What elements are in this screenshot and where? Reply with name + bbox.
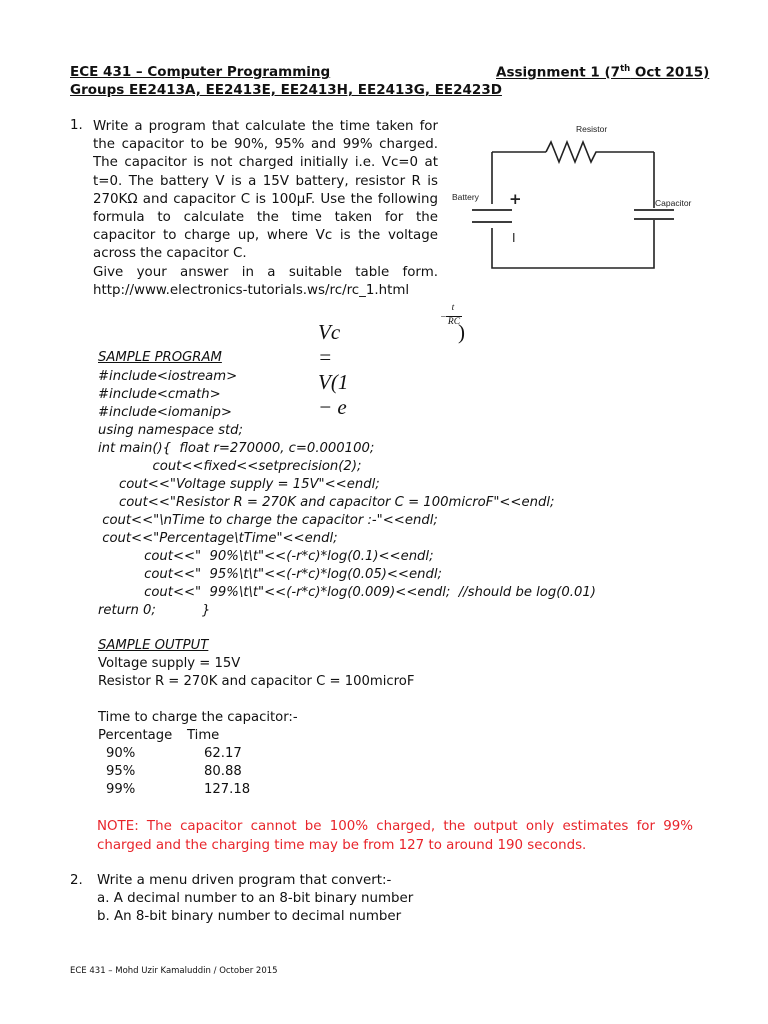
table-cell-time: 62.17 bbox=[204, 746, 242, 761]
table-header-percentage: Percentage bbox=[98, 728, 173, 743]
code-line: using namespace std; bbox=[98, 423, 243, 438]
q1-line: formula to calculate the time taken for the bbox=[93, 209, 438, 225]
code-line: cout<<" 90%\t\t"<<(-r*c)*log(0.1)<<endl; bbox=[98, 549, 434, 564]
table-cell-percentage: 90% bbox=[106, 746, 136, 761]
q1-line: 270KΩ and capacitor C is 100µF. Use the following bbox=[93, 191, 438, 207]
q1-line: t=0. The battery V is a 15V battery, resistor R is bbox=[93, 173, 438, 189]
assignment-title-prefix: Assignment 1 (7 bbox=[496, 64, 621, 81]
code-line: return 0; } bbox=[98, 603, 211, 618]
plus-sign: + bbox=[509, 190, 522, 208]
sample-output-heading: SAMPLE OUTPUT bbox=[98, 638, 209, 653]
code-line: int main(){ float r=270000, c=0.000100; bbox=[98, 441, 375, 456]
resistor-label: Resistor bbox=[576, 124, 608, 134]
question-2-item-a: a. A decimal number to an 8-bit binary number bbox=[97, 891, 414, 906]
code-line: cout<<"Voltage supply = 15V"<<endl; bbox=[98, 477, 380, 492]
capacitor-label: Capacitor bbox=[655, 198, 692, 208]
table-header-time: Time bbox=[187, 728, 220, 743]
code-line: cout<<" 95%\t\t"<<(-r*c)*log(0.05)<<endl; bbox=[98, 567, 442, 582]
code-line: #include<iomanip> bbox=[98, 405, 232, 420]
q1-url: http://www.electronics-tutorials.ws/rc/rc_1.html bbox=[93, 282, 410, 298]
code-line: cout<<"\nTime to charge the capacitor :-"<<endl; bbox=[98, 513, 438, 528]
note-line: NOTE: The capacitor cannot be 100% charged, the output only estimates for 99% bbox=[97, 819, 693, 834]
q1-line: the capacitor to be 90%, 95% and 99% charged. bbox=[93, 137, 438, 153]
assignment-title-sup: th bbox=[620, 64, 631, 74]
q1-line: Give your answer in a suitable table form. bbox=[93, 264, 438, 280]
formula-exp-numerator: t bbox=[451, 303, 455, 313]
q1-line: capacitor to charge up, where Vc is the voltage bbox=[93, 228, 438, 244]
question-2-number: 2. bbox=[70, 873, 83, 888]
note-paragraph bbox=[97, 818, 693, 855]
formula-rhs: ) bbox=[458, 320, 465, 344]
q1-line: The capacitor is not charged initially i.e. Vc=0 at bbox=[93, 155, 438, 171]
groups-line: Groups EE2413A, EE2413E, EE2413H, EE2413G, EE2423D bbox=[70, 82, 502, 98]
table-cell-percentage: 99% bbox=[106, 782, 136, 797]
table-cell-percentage: 95% bbox=[106, 764, 136, 779]
code-line: cout<<" 99%\t\t"<<(-r*c)*log(0.009)<<endl; //should be log(0.01) bbox=[98, 585, 596, 600]
rc-circuit-diagram bbox=[448, 118, 708, 278]
formula-lhs: Vc = V(1 − e bbox=[318, 320, 349, 419]
battery-label: Battery bbox=[452, 192, 479, 202]
table-cell-time: 127.18 bbox=[204, 782, 251, 797]
course-title: ECE 431 – Computer Programming bbox=[70, 64, 331, 80]
table-cell-time: 80.88 bbox=[204, 764, 242, 779]
assignment-title-suffix: Oct 2015) bbox=[630, 64, 710, 81]
assignment-title bbox=[496, 64, 709, 81]
code-line: cout<<fixed<<setprecision(2); bbox=[98, 459, 362, 474]
q1-line: Write a program that calculate the time taken for bbox=[93, 119, 438, 134]
question-1-text bbox=[93, 118, 438, 300]
formula-exp-minus: − bbox=[440, 312, 447, 323]
code-line: cout<<"Resistor R = 270K and capacitor C = 100microF"<<endl; bbox=[98, 495, 555, 510]
output-resistor-line: Resistor R = 270K and capacitor C = 100microF bbox=[98, 674, 415, 689]
question-1-number: 1. bbox=[70, 118, 83, 133]
question-2-intro: Write a menu driven program that convert:- bbox=[97, 873, 392, 888]
output-time-heading: Time to charge the capacitor:- bbox=[98, 710, 298, 725]
code-line: cout<<"Percentage\tTime"<<endl; bbox=[98, 531, 338, 546]
minus-sign: I bbox=[512, 231, 516, 245]
formula-exp-denominator: RC bbox=[447, 317, 461, 327]
resistor-symbol bbox=[546, 142, 600, 162]
q1-line: across the capacitor C. bbox=[93, 246, 247, 262]
page-footer: ECE 431 – Mohd Uzir Kamaluddin / October 2015 bbox=[70, 966, 278, 976]
code-line: #include<cmath> bbox=[98, 387, 221, 402]
question-2-item-b: b. An 8-bit binary number to decimal number bbox=[97, 909, 402, 924]
code-line: #include<iostream> bbox=[98, 369, 238, 384]
output-voltage-line: Voltage supply = 15V bbox=[98, 656, 241, 671]
note-line: charged and the charging time may be from 127 to around 190 seconds. bbox=[97, 837, 587, 853]
sample-program-heading: SAMPLE PROGRAM bbox=[98, 350, 222, 365]
